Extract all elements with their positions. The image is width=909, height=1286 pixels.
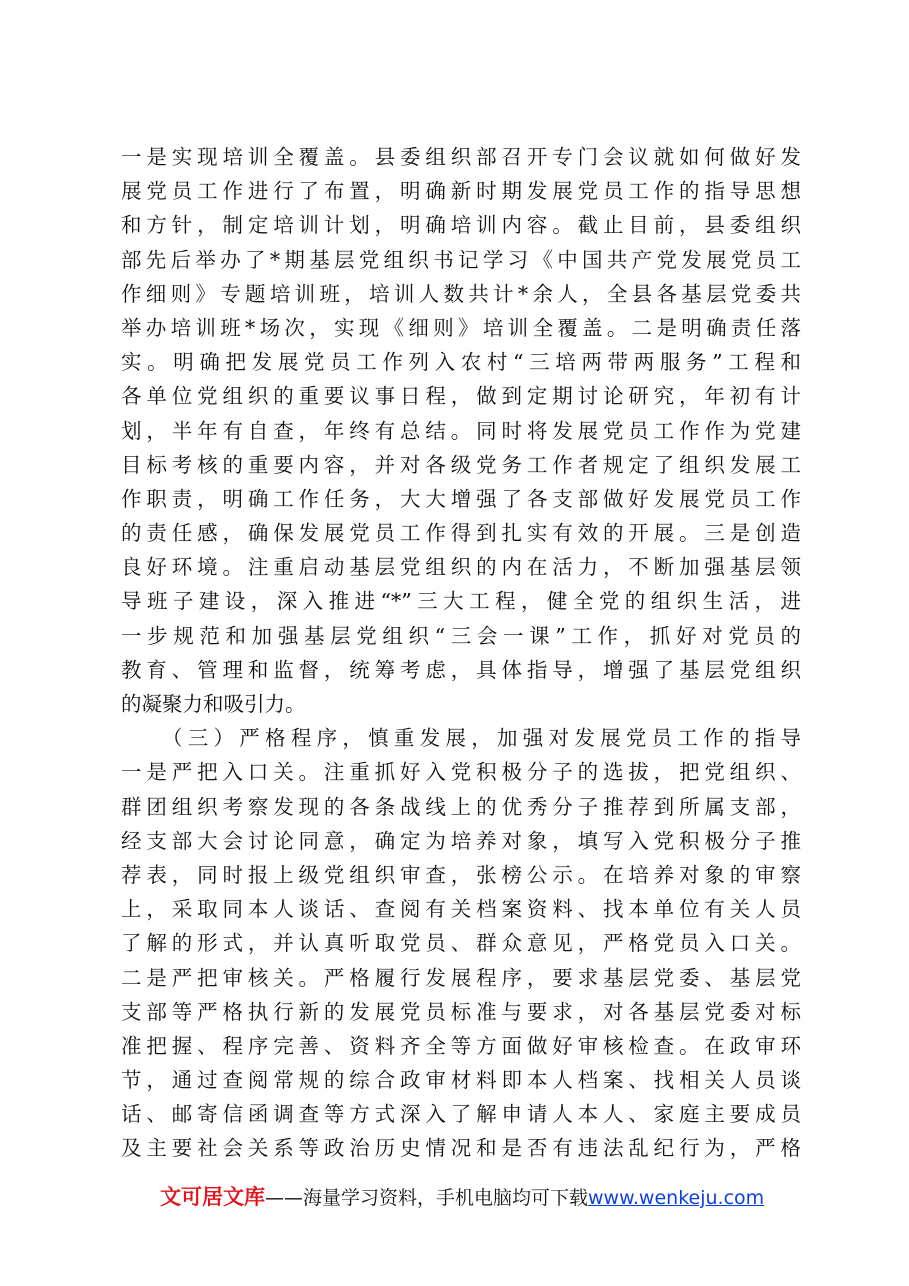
text-line: 荐表，同时报上级党组织审查，张榜公示。在培养对象的审察: [121, 862, 801, 887]
text-line: 的责任感，确保发展党员工作得到扎实有效的开展。三是创造: [121, 521, 801, 546]
text-line: 各单位党组织的重要议事日程，做到定期讨论研究，年初有计: [121, 384, 801, 409]
text-line: 及主要社会关系等政治历史情况和是否有违法乱纪行为，严格: [121, 1136, 801, 1161]
text-line: 了解的形式，并认真听取党员、群众意见，严格党员入口关。: [121, 931, 801, 956]
text-line: 展党员工作进行了布置，明确新时期发展党员工作的指导思想: [121, 179, 801, 204]
text-line: 一是实现培训全覆盖。县委组织部召开专门会议就如何做好发: [121, 145, 801, 169]
site-link[interactable]: www.wenkeju.com: [588, 1187, 765, 1209]
text-line: 一是严把入口关。注重抓好入党积极分子的选拔，把党组织、: [121, 760, 801, 785]
text-line: 经支部大会讨论同意，确定为培养对象，填写入党积极分子推: [121, 828, 801, 853]
footer-tagline: ——海量学习资料，手机电脑均可下载: [265, 1187, 589, 1209]
document-body: [121, 140, 801, 1166]
text-line: 部先后举办了*期基层党组织书记学习《中国共产党发展党员工: [121, 247, 801, 272]
text-line: 划，半年有自查，年终有总结。同时将发展党员工作作为党建: [121, 418, 801, 443]
text-line: 上，采取同本人谈话、查阅有关档案资料、找本单位有关人员: [121, 897, 801, 922]
text-line: 良好环境。注重启动基层党组织的内在活力，不断加强基层领: [121, 555, 801, 580]
text-line: 作细则》专题培训班，培训人数共计*余人，全县各基层党委共: [121, 281, 801, 306]
text-line: 作职责，明确工作任务，大大增强了各支部做好发展党员工作: [121, 486, 801, 511]
section-heading: （三）严格程序，慎重发展，加强对发展党员工作的指导: [162, 726, 801, 751]
text-line: 节，通过查阅常规的综合政审材料即本人档案、找相关人员谈: [121, 1068, 801, 1093]
text-line: 实。明确把发展党员工作列入农村“三培两带两服务”工程和: [121, 350, 801, 375]
text-line: 准把握、程序完善、资料齐全等方面做好审核检查。在政审环: [121, 1033, 801, 1058]
text-line: 和方针，制定培训计划，明确培训内容。截止目前，县委组织: [121, 213, 801, 238]
text-line: 教育、管理和监督，统筹考虑，具体指导，增强了基层党组织: [121, 657, 801, 682]
text-line: 话、邮寄信函调查等方式深入了解申请人本人、家庭主要成员: [121, 1102, 801, 1127]
text-line: 二是严把审核关。严格履行发展程序，要求基层党委、基层党: [121, 965, 801, 990]
text-line-paragraph-end: 的凝聚力和吸引力。: [121, 692, 306, 716]
text-line: 目标考核的重要内容，并对各级党务工作者规定了组织发展工: [121, 452, 801, 477]
text-line: 导班子建设，深入推进“*”三大工程，健全党的组织生活，进: [121, 589, 801, 614]
text-line: 举办培训班*场次，实现《细则》培训全覆盖。二是明确责任落: [121, 315, 801, 340]
text-line: 一步规范和加强基层党组织“三会一课”工作，抓好对党员的: [121, 623, 801, 648]
text-line: 群团组织考察发现的各条战线上的优秀分子推荐到所属支部，: [121, 794, 801, 819]
watermark-footer: [160, 1182, 780, 1212]
text-line: 支部等严格执行新的发展党员标准与要求，对各基层党委对标: [121, 999, 801, 1024]
brand-name: 文可居文库: [160, 1185, 265, 1209]
